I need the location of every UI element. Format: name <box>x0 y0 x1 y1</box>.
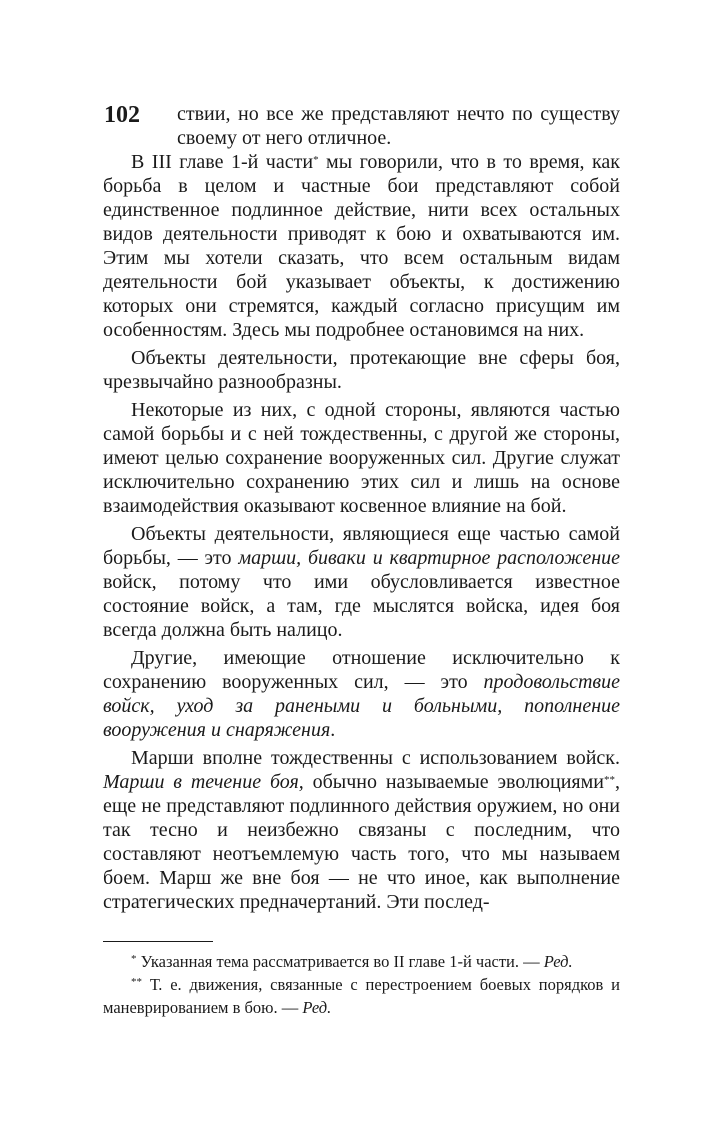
footnote-2-text: Т. е. движения, связанные с перестроением боевых порядков и маневрированием в бою. — <box>103 975 620 1017</box>
footnote-ref-1: * <box>313 154 319 166</box>
footnote-1-mark: * <box>131 953 137 965</box>
paragraph-5-text-b: . <box>330 719 336 741</box>
paragraph-4-text-a: Объекты деятельности, являющиеся еще частью самой борьбы, — это <box>103 523 620 569</box>
paragraph-5-text-a: Другие, имеющие отношение исключительно к сохранению вооруженных сил, — это <box>103 647 620 693</box>
paragraph-4 <box>103 522 620 642</box>
footnote-2-mark: ** <box>131 976 142 988</box>
paragraph-1-text-a: В III главе 1-й части <box>131 151 314 173</box>
paragraph-3: Некоторые из них, с одной стороны, являются частью самой борьбы и с ней тождественны, с другой же стороны, имеют целью сохранение вооруженных сил. Другие служат исключительно сохранению этих сил и лишь на основе взаимодействия оказывают косвенное влияние на бой. <box>103 399 620 517</box>
page-number: 102 <box>104 102 140 128</box>
paragraph-4-text-b: войск, потому что ими обусловливается известное состояние войск, а там, где мыслятся войска, идея боя всегда должна быть налицо. <box>103 571 620 641</box>
continuation-text: ствии, но все же представляют нечто по существу своему от него отличное. <box>177 103 620 149</box>
paragraph-4-emphasis: марши, биваки и квартирное расположение <box>238 547 620 569</box>
paragraph-1 <box>103 150 620 342</box>
paragraph-5-emphasis: продовольствие войск, уход за ранеными и больными, пополнение вооружения и снаряжения <box>103 671 620 741</box>
paragraph-6-text-b: обычно называемые эволюциями <box>303 771 604 793</box>
main-text <box>103 102 620 914</box>
paragraph-5 <box>103 646 620 742</box>
paragraph-1-text-b: мы говорили, что в то время, как борьба в целом и частные бои представляют собой единственное подлинное действие, нити всех остальных видов деятельности приводят к бою и охватываются им. Этим мы хотели сказать, что всем остальным видам деятельности бой указывает объекты, к достижению которых они стремятся, каждый согласно присущим им особенностям. Здесь мы подробнее остановимся на них. <box>103 151 621 341</box>
footnote-1 <box>103 950 620 973</box>
footnote-1-text: Указанная тема рассматривается во II главе 1-й части. — <box>136 952 544 971</box>
paragraph-6 <box>103 746 620 914</box>
paragraph-2: Объекты деятельности, протекающие вне сферы боя, чрезвычайно разнообразны. <box>103 347 620 393</box>
footnote-separator <box>103 941 213 942</box>
footnote-2-editor: Ред. <box>302 998 332 1017</box>
footnote-1-editor: Ред. <box>543 952 573 971</box>
paragraph-6-text-c: , еще не представляют подлинного действия оружием, но они так тесно и неизбежно связаны с последним, что составляют неотъемлемую часть того, что мы называем боем. Марш же вне боя — не что иное, как выполнение стратегических предначертаний. Эти послед- <box>103 771 620 913</box>
footnotes <box>103 950 620 1019</box>
footnote-2 <box>103 973 620 1019</box>
paragraph-6-text-a: Марши вполне тождественны с использованием войск. <box>131 747 620 769</box>
footnote-ref-2: ** <box>603 774 615 786</box>
paragraph-6-emphasis: Марши в течение боя, <box>103 771 304 793</box>
